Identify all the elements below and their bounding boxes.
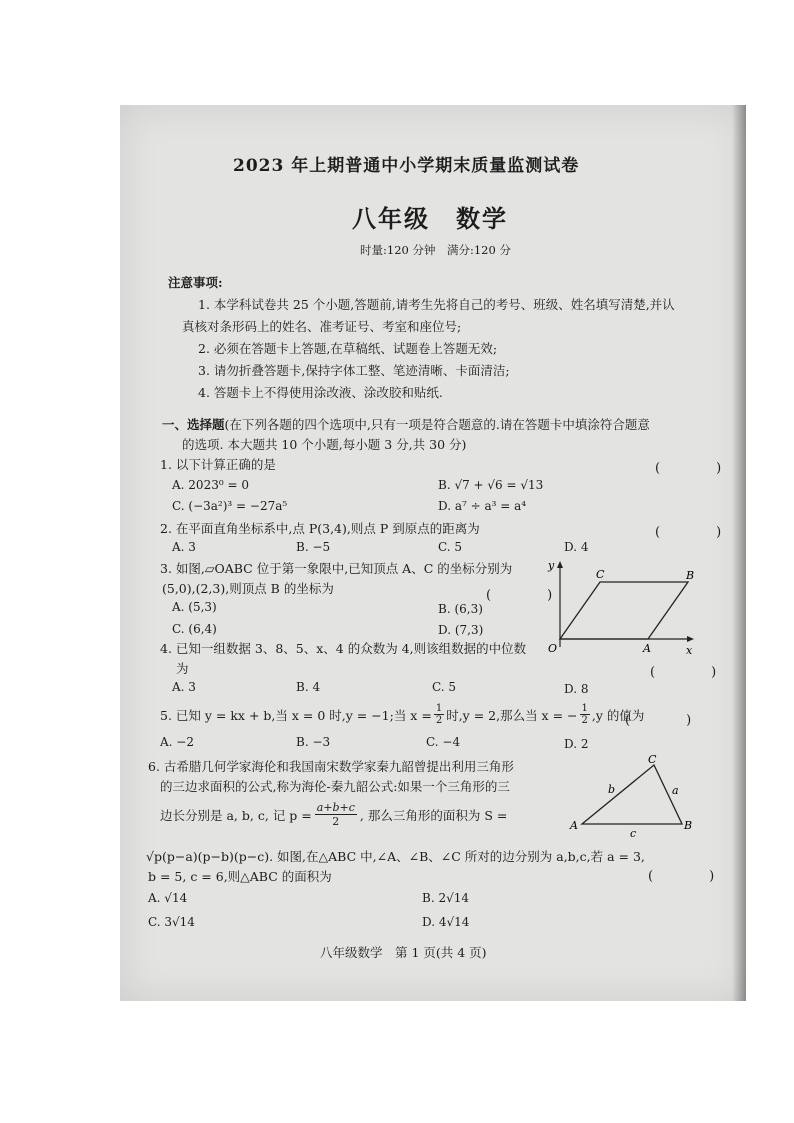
notice-item-1-cont: 真核对条形码上的姓名、准考证号、考室和座位号; [182,319,462,334]
q3-stem-line-2: (5,0),(2,3),则顶点 B 的坐标为 [162,581,334,596]
q6-line-5: b = 5, c = 6,则△ABC 的面积为 [148,869,332,884]
parallelogram-oabc [560,582,688,639]
page-footer: 八年级数学 第 1 页(共 4 页) [320,945,487,960]
q5-stem [160,703,644,726]
q5-fraction-2-numerator: 1 [581,703,588,714]
q6-option-b: B. 2√14 [422,891,469,905]
q5-fraction-2 [580,703,590,726]
notice-item-2: 2. 必须在答题卡上答题,在草稿纸、试题卷上答题无效; [198,341,498,356]
q1-option-c: C. (−3a²)³ = −27a⁵ [172,499,288,513]
label-b: B [686,569,695,582]
q5-option-b: B. −3 [296,735,331,749]
q3-option-d: D. (7,3) [438,623,484,637]
q2-answer-paren: ( ) [655,525,732,540]
q1-option-a: A. 2023⁰ = 0 [172,478,249,492]
side-a: a [672,784,679,797]
q5-part-2: 时,y = 2,那么当 x = − [446,707,578,723]
q4-option-a: A. 3 [172,680,196,694]
q3-option-b: B. (6,3) [438,602,483,616]
exam-subtitle: 八年级 数学 [352,204,508,233]
q5-option-d: D. 2 [564,737,589,751]
page-edge-shadow [732,105,746,1001]
q2-stem: 2. 在平面直角坐标系中,点 P(3,4),则点 P 到原点的距离为 [160,521,480,536]
section-1-instructions: (在下列各题的四个选项中,只有一项是符合题意的.请在答题卡中填涂符合题意 [224,417,650,432]
q3-answer-paren: ( ) [486,588,563,603]
q6-line-1: 6. 古希腊几何学家海伦和我国南宋数学家秦九韶曾提出利用三角形 [148,759,514,774]
notice-heading: 注意事项: [168,275,223,290]
label-x: x [686,644,693,657]
side-b: b [608,783,616,796]
q4-stem-line-2: 为 [176,661,189,676]
q6-line-4: √p(p−a)(p−b)(p−c). 如图,在△ABC 中,∠A、∠B、∠C 所对的边分别为 a,b,c,若 a = 3, [146,849,645,864]
q5-fraction-1 [434,703,444,726]
exam-paper [120,105,746,1001]
q1-option-d: D. a⁷ ÷ a³ = a⁴ [438,499,527,513]
section-1-heading: 一、选择题 [162,417,225,432]
q4-option-d: D. 8 [564,682,589,696]
q6-option-c: C. 3√14 [148,915,195,929]
q2-option-b: B. −5 [296,540,331,554]
triangle-abc [582,765,682,824]
vertex-c: C [648,755,657,766]
q6-line-2: 的三边求面积的公式,称为海伦-秦九韶公式:如果一个三角形的三 [160,779,510,794]
q3-stem-line-1: 3. 如图,▱OABC 位于第一象限中,已知顶点 A、C 的坐标分别为 [160,561,513,576]
q2-option-a: A. 3 [172,540,196,554]
q5-answer-paren: ( ) [625,713,702,728]
q6-answer-paren: ( ) [648,869,725,884]
exam-title: 2023 年上期普通中小学期末质量监测试卷 [233,156,580,176]
notice-item-1: 1. 本学科试卷共 25 个小题,答题前,请考生先将自己的考号、班级、姓名填写清楚,并认 [198,297,675,312]
q1-stem: 1. 以下计算正确的是 [160,457,276,472]
side-c: c [630,827,637,840]
q5-option-c: C. −4 [426,735,461,749]
q1-answer-paren: ( ) [655,461,732,476]
label-y: y [548,559,555,572]
vertex-b: B [684,819,693,832]
notice-item-3: 3. 请勿折叠答题卡,保持字体工整、笔迹清晰、卡面清洁; [198,363,510,378]
q3-option-c: C. (6,4) [172,622,217,636]
label-a: A [643,642,651,655]
q3-parallelogram-figure [538,557,698,657]
q6-fraction [315,801,357,828]
q4-option-b: B. 4 [296,680,321,694]
exam-meta: 时量:120 分钟 满分:120 分 [360,243,511,257]
label-c: C [596,568,605,581]
q5-part-3: ,y 的值为 [591,707,645,723]
vertex-a: A [570,819,578,832]
q2-option-d: D. 4 [564,540,589,554]
q6-fraction-numerator: a+b+c [316,801,355,814]
x-axis-arrow [687,636,694,642]
q6-option-d: D. 4√14 [422,915,470,929]
q4-option-c: C. 5 [432,680,457,694]
q5-fraction-2-denominator: 2 [581,715,588,726]
q1-option-b: B. √7 + √6 = √13 [438,478,544,492]
y-axis-arrow [557,561,563,568]
label-o: O [548,642,558,655]
q6-triangle-figure [568,755,698,845]
notice-item-4: 4. 答题卡上不得使用涂改液、涂改胶和贴纸. [198,385,443,400]
q3-option-a: A. (5,3) [172,600,217,614]
q6-line-3 [160,801,507,828]
section-1-line-2: 的选项. 本大题共 10 个小题,每小题 3 分,共 30 分) [182,437,467,452]
section-1-line-1 [162,415,650,433]
q5-option-a: A. −2 [160,735,194,749]
q6-line-3-part-a: 边长分别是 a, b, c, 记 p = [160,807,312,823]
q4-stem-line-1: 4. 已知一组数据 3、8、5、x、4 的众数为 4,则该组数据的中位数 [160,641,527,656]
q5-part-1: 5. 已知 y = kx + b,当 x = 0 时,y = −1;当 x = [160,707,432,723]
q5-fraction-1-denominator: 2 [435,715,443,726]
q2-option-c: C. 5 [438,540,463,554]
q5-fraction-1-numerator: 1 [435,703,443,714]
q4-answer-paren: ( ) [650,665,727,680]
q6-fraction-denominator: 2 [332,815,340,828]
q6-option-a: A. √14 [148,891,188,905]
q6-line-3-part-b: , 那么三角形的面积为 S = [359,807,508,823]
